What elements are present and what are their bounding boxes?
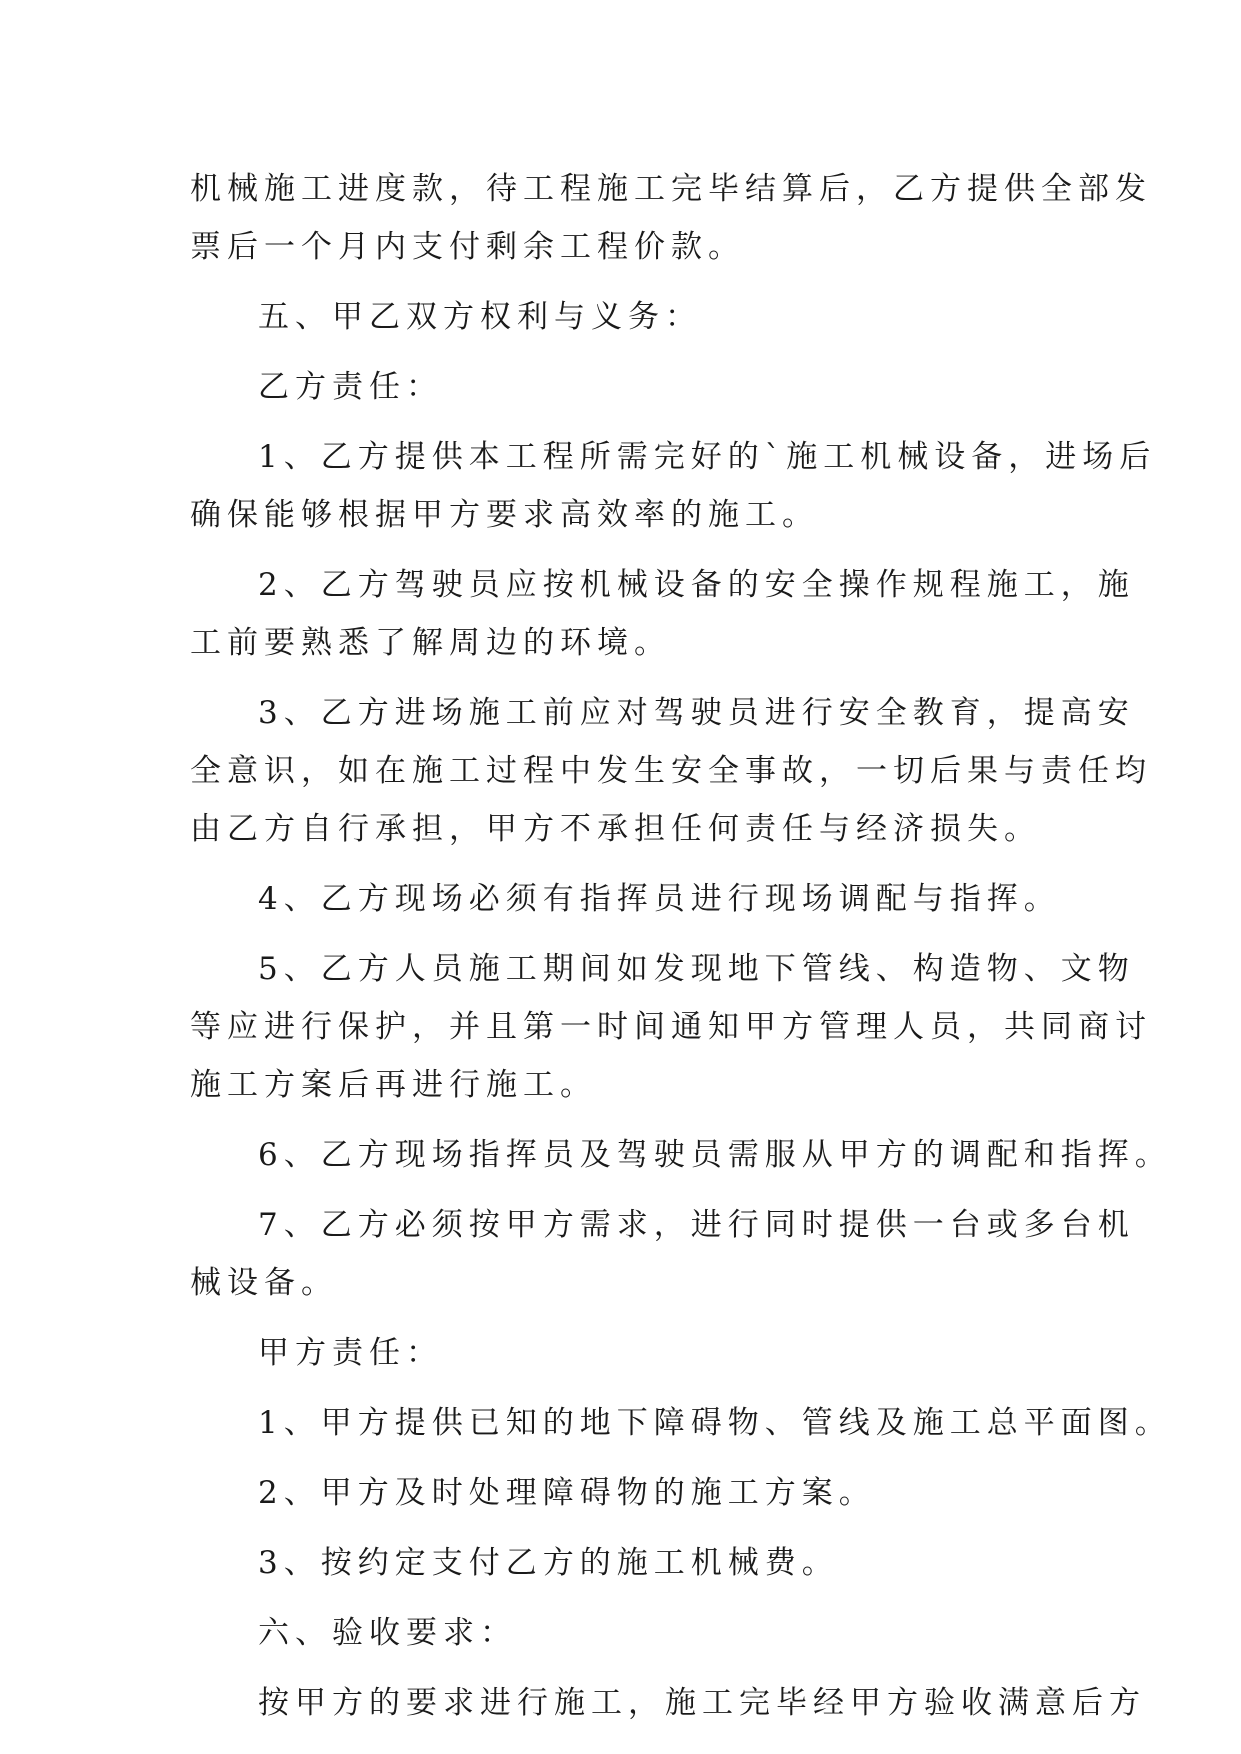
paragraph-line: 确保能够根据甲方要求高效率的施工。	[190, 497, 819, 533]
list-item-b2: 2、乙方驾驶员应按机械设备的安全操作规程施工，施	[258, 567, 1135, 603]
list-item-a3: 3、按约定支付乙方的施工机械费。	[258, 1545, 839, 1581]
list-item-b1: 1、乙方提供本工程所需完好的`施工机械设备，进场后	[258, 439, 1157, 475]
list-item-a2: 2、甲方及时处理障碍物的施工方案。	[258, 1475, 876, 1511]
paragraph-line: 票后一个月内支付剩余工程价款。	[190, 229, 745, 265]
subheading-party-a-responsibility: 甲方责任：	[258, 1335, 443, 1371]
section-heading-rights-obligations: 五、甲乙双方权利与义务：	[258, 299, 702, 335]
list-item-b3: 3、乙方进场施工前应对驾驶员进行安全教育，提高安	[258, 695, 1135, 731]
paragraph-line: 等应进行保护，并且第一时间通知甲方管理人员，共同商讨	[190, 1009, 1152, 1045]
contract-body-text	[190, 160, 1172, 1732]
list-item-b6: 6、乙方现场指挥员及驾驶员需服从甲方的调配和指挥。	[258, 1137, 1172, 1173]
list-item-a1: 1、甲方提供已知的地下障碍物、管线及施工总平面图。	[258, 1405, 1172, 1441]
list-item-b7: 7、乙方必须按甲方需求，进行同时提供一台或多台机	[258, 1207, 1135, 1243]
paragraph-line: 械设备。	[190, 1265, 338, 1301]
paragraph-line: 机械施工进度款，待工程施工完毕结算后，乙方提供全部发	[190, 171, 1152, 207]
section-heading-acceptance: 六、验收要求：	[258, 1615, 517, 1651]
paragraph-line: 工前要熟悉了解周边的环境。	[190, 625, 671, 661]
paragraph-line: 全意识，如在施工过程中发生安全事故，一切后果与责任均	[190, 753, 1152, 789]
paragraph-line: 施工方案后再进行施工。	[190, 1067, 597, 1103]
paragraph-line: 由乙方自行承担，甲方不承担任何责任与经济损失。	[190, 811, 1041, 847]
list-item-b4: 4、乙方现场必须有指挥员进行现场调配与指挥。	[258, 881, 1061, 917]
subheading-party-b-responsibility: 乙方责任：	[258, 369, 443, 405]
list-item-b5: 5、乙方人员施工期间如发现地下管线、构造物、文物	[258, 951, 1135, 987]
paragraph-line: 按甲方的要求进行施工，施工完毕经甲方验收满意后方	[258, 1685, 1146, 1721]
